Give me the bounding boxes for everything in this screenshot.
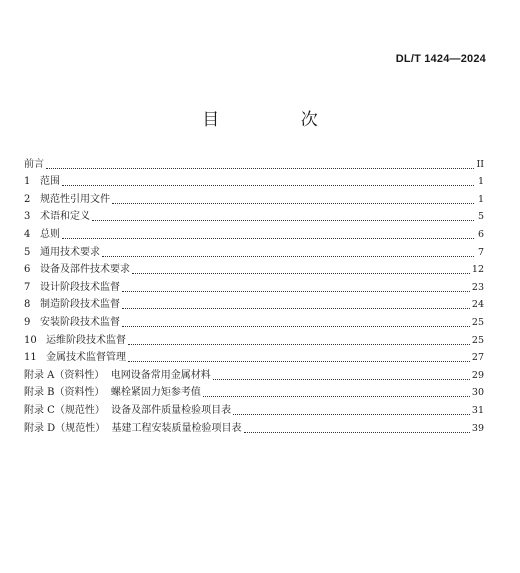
toc-entry[interactable] [24,347,484,365]
dot-leader [112,203,474,204]
toc-entry-page: 6 [477,228,484,240]
toc-entry-label: 范围 [40,176,60,188]
toc-entry-page: 31 [471,404,484,416]
toc-entry-label: 附录 B（资料性） 螺栓紧固力矩参考值 [24,387,201,399]
dot-leader [62,238,474,239]
toc-entry-label: 附录 D（规范性） 基建工程安装质量检验项目表 [24,422,242,434]
toc-entry-number: 8 [24,299,31,311]
toc-entry-page: 5 [477,211,484,223]
toc-entry[interactable] [24,188,484,206]
toc-entry-label: 运维阶段技术监督 [46,334,126,346]
dot-leader [92,220,474,221]
toc-entry[interactable] [24,153,484,171]
toc-entry-number: 7 [24,281,31,293]
toc-entry-label: 附录 A（资料性） 电网设备常用金属材料 [24,369,211,381]
dot-leader [203,396,470,397]
dot-leader [244,432,470,433]
dot-leader [62,185,474,186]
toc-entry-page: 12 [471,264,484,276]
table-of-contents [24,153,484,435]
dot-leader [46,168,474,169]
toc-entry-label: 设计阶段技术监督 [40,281,120,293]
toc-entry[interactable] [24,399,484,417]
toc-entry-page: 27 [471,352,484,364]
toc-entry-page: 39 [471,422,484,434]
standard-code: DL/T 1424—2024 [395,53,486,65]
toc-entry-page: 29 [471,369,484,381]
toc-entry-label: 总则 [40,228,60,240]
dot-leader [128,344,470,345]
toc-entry-page: 23 [471,281,484,293]
toc-entry-page: 25 [471,316,484,328]
toc-entry-label: 设备及部件技术要求 [40,264,130,276]
dot-leader [102,256,474,257]
toc-entry-page: 1 [477,176,484,188]
toc-entry-page: 1 [477,193,484,205]
toc-entry-page: 25 [471,334,484,346]
toc-entry[interactable] [24,294,484,312]
toc-entry-number: 3 [24,211,31,223]
toc-entry-label: 通用技术要求 [40,246,100,258]
toc-entry-number: 4 [24,228,31,240]
toc-entry[interactable] [24,364,484,382]
toc-entry[interactable] [24,329,484,347]
dot-leader [213,379,470,380]
toc-entry-label: 附录 C（规范性） 设备及部件质量检验项目表 [24,404,232,416]
toc-entry-page: II [476,158,484,170]
toc-entry-label: 制造阶段技术监督 [40,299,120,311]
toc-entry[interactable] [24,311,484,329]
toc-entry-label: 规范性引用文件 [40,193,110,205]
toc-entry[interactable] [24,241,484,259]
toc-entry-page: 30 [471,387,484,399]
page-title: 目 次 [202,110,356,130]
toc-entry[interactable] [24,259,484,277]
toc-entry-page: 7 [477,246,484,258]
toc-entry-number: 6 [24,264,31,276]
dot-leader [233,414,470,415]
dot-leader [132,273,470,274]
toc-entry-label: 术语和定义 [40,211,90,223]
toc-entry[interactable] [24,417,484,435]
toc-entry-label: 前言 [24,158,44,170]
toc-entry-page: 24 [471,299,484,311]
toc-entry[interactable] [24,223,484,241]
toc-entry-label: 安装阶段技术监督 [40,316,120,328]
toc-entry-number: 10 [24,334,37,346]
toc-entry-label: 金属技术监督管理 [46,352,126,364]
toc-entry-number: 11 [24,352,37,364]
toc-entry[interactable] [24,382,484,400]
toc-entry[interactable] [24,276,484,294]
dot-leader [122,291,470,292]
toc-entry-number: 5 [24,246,31,258]
dot-leader [122,326,470,327]
dot-leader [128,361,470,362]
toc-entry-number: 9 [24,316,31,328]
toc-entry-number: 1 [24,176,31,188]
toc-entry[interactable] [24,171,484,189]
toc-entry-number: 2 [24,193,31,205]
dot-leader [122,308,470,309]
toc-entry[interactable] [24,206,484,224]
